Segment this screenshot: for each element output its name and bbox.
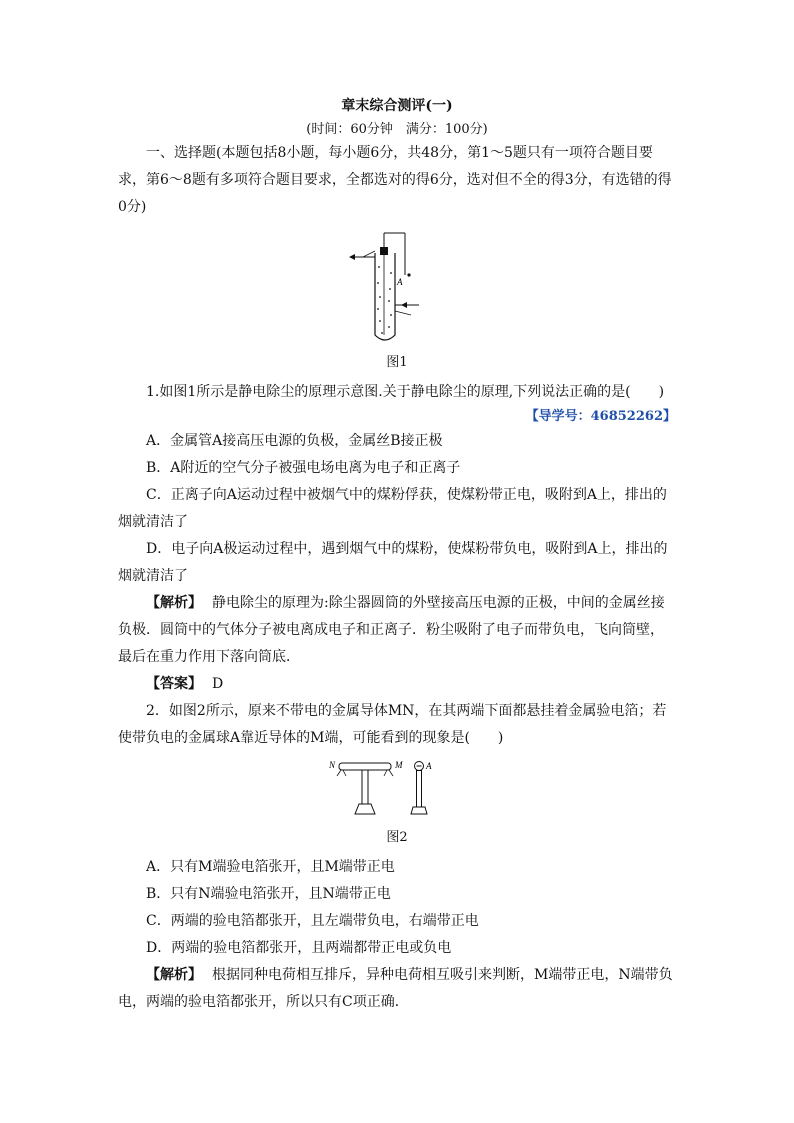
figure-2-label-n: N	[329, 760, 336, 770]
q1-option-d: D．电子向A极运动过程中，遇到烟气中的煤粉，使煤粉带负电，吸附到A上，排出的烟就清洁了	[118, 541, 668, 584]
question-2-stem: 2．如图2所示，原来不带电的金属导体MN，在其两端下面都悬挂着金属验电箔；若使带负电的金属球A靠近导体的M端，可能看到的现象是( )	[118, 703, 667, 746]
figure-2-label-m: M	[395, 760, 403, 770]
q2-option-d: D．两端的验电箔都张开，且两端都带正电或负电	[146, 940, 452, 956]
figure-2-caption: 图2	[386, 830, 408, 845]
figure-1-caption: 图1	[386, 355, 408, 370]
guide-number-label: 【导学号：46852262】	[525, 409, 676, 424]
analysis-tag: 【解析】	[146, 967, 202, 983]
conductor-and-charged-ball-diagram	[327, 758, 467, 820]
q1-analysis	[118, 590, 676, 671]
q2-analysis	[118, 962, 676, 1016]
figure-2-label-a: A	[426, 761, 432, 771]
answer-tag: 【答案】	[146, 676, 202, 692]
electrostatic-precipitator-diagram	[347, 227, 447, 345]
section-heading: 一、选择题(本题包括8小题，每小题6分，共48分，第1～5题只有一项符合题目要求，第6～8题有多项符合题目要求，全都选对的得6分，选对但不全的得3分，有选错的得0分)	[118, 145, 672, 215]
q2-analysis-text: 根据同种电荷相互排斥，异种电荷相互吸引来判断，M端带正电，N端带负电，两端的验电箔都张开，所以只有C项正确．	[118, 967, 673, 1010]
page-title: 章末综合测评(一)	[341, 98, 453, 114]
q2-option-a: A．只有M端验电箔张开，且M端带正电	[146, 859, 395, 875]
q1-answer-text: D	[212, 676, 224, 692]
question-1-stem: 1.如图1所示是静电除尘的原理示意图.关于静电除尘的原理,下列说法正确的是( )	[146, 384, 665, 400]
q2-option-b: B．只有N端验电箔张开，且N端带正电	[146, 886, 391, 902]
q1-answer	[118, 671, 676, 698]
figure-1	[118, 227, 676, 349]
document-page	[118, 90, 676, 1016]
analysis-tag: 【解析】	[146, 595, 202, 611]
figure-1-label-a: A	[397, 277, 403, 287]
q1-analysis-text: 静电除尘的原理为:除尘器圆筒的外壁接高压电源的正极，中间的金属丝接负极．圆筒中的气体分子被电离成电子和正离子．粉尘吸附了电子而带负电，飞向筒壁，最后在重力作用下落向筒底．	[118, 595, 665, 665]
q1-option-a: A．金属管A接高压电源的负极，金属丝B接正极	[146, 433, 443, 449]
guide-number	[118, 406, 676, 428]
q2-option-c: C．两端的验电箔都张开，且左端带负电，右端带正电	[146, 913, 479, 929]
figure-2	[118, 758, 676, 824]
q1-option-c: C．正离子向A运动过程中被烟气中的煤粉俘获，使煤粉带正电，吸附到A上，排出的烟就清洁了	[118, 487, 667, 530]
exam-time-score: (时间：60分钟 满分：100分)	[306, 122, 488, 137]
q1-option-b: B．A附近的空气分子被强电场电离为电子和正离子	[146, 460, 461, 476]
